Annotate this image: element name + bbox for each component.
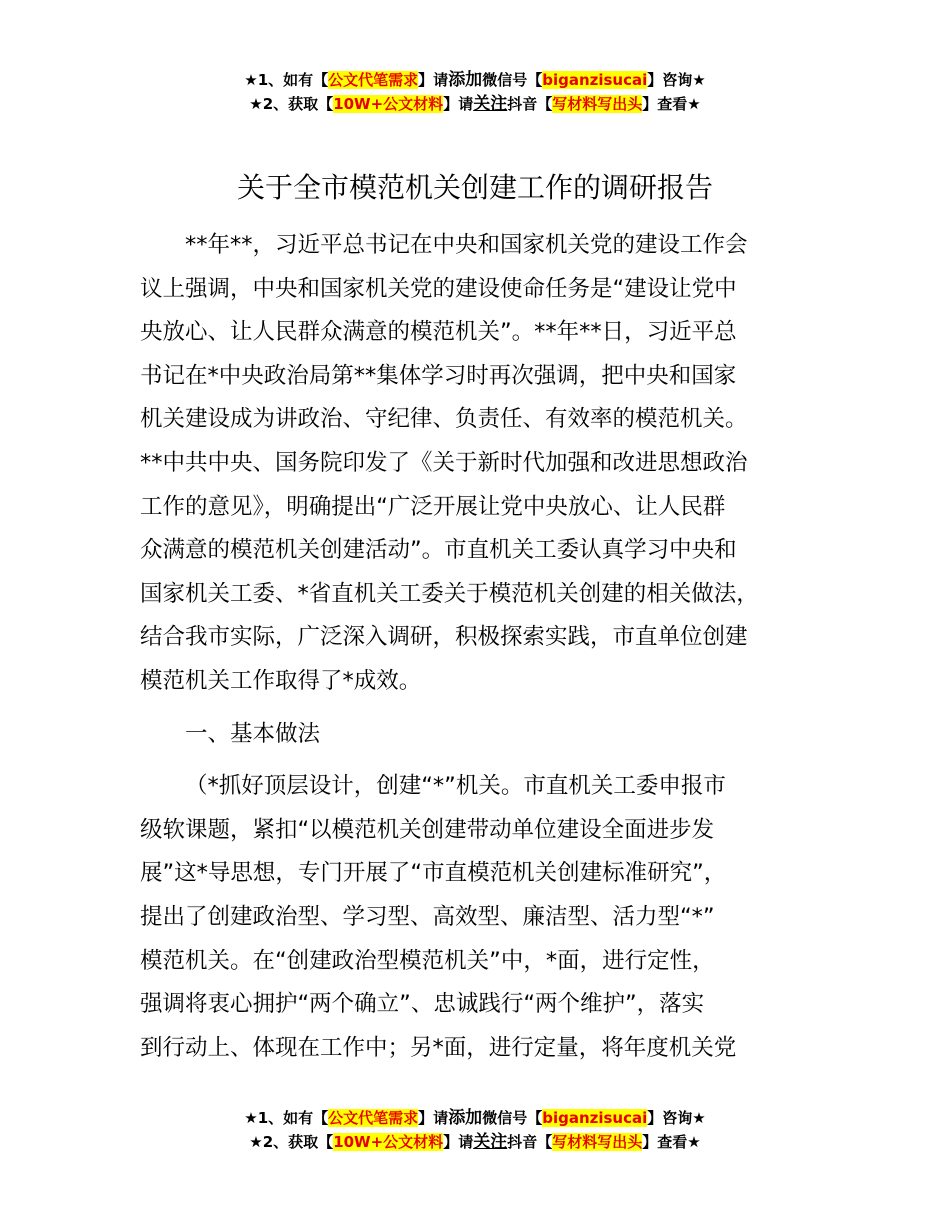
top-banner	[0, 68, 950, 116]
text-line: 提出了创建政治型、学习型、高效型、廉洁型、活力型“*”	[140, 903, 715, 930]
text-line: 模范机关。在“创建政治型模范机关”中，*面，进行定性，	[140, 947, 715, 974]
banner-text: 微信号【	[482, 1109, 543, 1127]
banner-text: 】咨询★	[647, 1109, 706, 1127]
text-line: 议上强调，中央和国家机关党的建设使命任务是“建设让党中	[140, 275, 737, 302]
text-line: 强调将衷心拥护“两个确立”、忠诚践行“两个维护”，落实	[140, 991, 705, 1018]
banner-text: 】查看★	[642, 1133, 701, 1151]
banner-text: ★2、获取【	[249, 95, 334, 113]
banner-wechat-id: biganzisucai	[542, 1109, 648, 1127]
text-line: 国家机关工委、*省直机关工委关于模范机关创建的相关做法，	[140, 580, 759, 607]
bottom-banner	[0, 1106, 950, 1154]
banner-highlight: 10W+公文材料	[333, 1133, 444, 1151]
banner-text: 】请	[443, 1133, 474, 1151]
text-line: 到行动上、体现在工作中；另*面，进行定量，将年度机关党	[140, 1034, 737, 1061]
banner-text: 】请	[443, 95, 474, 113]
banner-text: 添加	[448, 1108, 483, 1128]
banner-text: 】请	[418, 71, 449, 89]
banner-text: 】咨询★	[647, 71, 706, 89]
text-line: 众满意的模范机关创建活动”。市直机关工委认真学习中央和	[140, 537, 737, 564]
banner-highlight: 写材料写出头	[552, 95, 643, 113]
banner-text: 抖音【	[507, 1133, 553, 1151]
banner-highlight: 公文代笔需求	[328, 1109, 419, 1127]
text-line: 模范机关工作取得了*成效。	[140, 667, 422, 694]
banner-text: 关注	[473, 94, 508, 114]
banner-wechat-id: biganzisucai	[542, 71, 648, 89]
banner-text: 添加	[448, 70, 483, 90]
text-line: 展”这*导思想，专门开展了“市直模范机关创建标准研究”，	[140, 860, 727, 887]
banner-highlight: 写材料写出头	[552, 1133, 643, 1151]
document-body	[140, 224, 830, 1070]
text-line: 级软课题，紧扣“以模范机关创建带动单位建设全面进步发	[140, 816, 715, 843]
text-line: 结合我市实际，广泛深入调研，积极探索实践，市直单位创建	[140, 624, 748, 651]
paragraph-section-1	[140, 765, 830, 1070]
text-line: 书记在*中央政治局第**集体学习时再次强调，把中央和国家	[140, 362, 737, 389]
text-line: （*抓好顶层设计，创建“*”机关。市直机关工委申报市	[185, 773, 726, 800]
banner-text: ★2、获取【	[249, 1133, 334, 1151]
banner-line-1	[0, 1106, 950, 1130]
paragraph-intro	[140, 224, 830, 704]
banner-text: 关注	[473, 1132, 508, 1152]
text-line: 机关建设成为讲政治、守纪律、负责任、有效率的模范机关。	[140, 406, 748, 433]
text-line: **中共中央、国务院印发了《关于新时代加强和改进思想政治	[140, 449, 748, 476]
section-heading: 一、基本做法	[185, 720, 321, 747]
banner-text: 抖音【	[507, 95, 553, 113]
banner-line-2	[0, 92, 950, 116]
text-line: 央放心、让人民群众满意的模范机关”。**年**日，习近平总	[140, 319, 737, 346]
banner-highlight: 10W+公文材料	[333, 95, 444, 113]
banner-text: ★1、如有【	[244, 1109, 329, 1127]
banner-line-2	[0, 1130, 950, 1154]
text-line: 工作的意见》，明确提出“广泛开展让党中央放心、让人民群	[140, 493, 726, 520]
banner-text: 】查看★	[642, 95, 701, 113]
document-title: 关于全市模范机关创建工作的调研报告	[236, 171, 713, 204]
banner-text: 】请	[418, 1109, 449, 1127]
banner-text: 微信号【	[482, 71, 543, 89]
banner-highlight: 公文代笔需求	[328, 71, 419, 89]
banner-line-1	[0, 68, 950, 92]
text-line: **年**，习近平总书记在中央和国家机关党的建设工作会	[185, 232, 748, 258]
banner-text: ★1、如有【	[244, 71, 329, 89]
